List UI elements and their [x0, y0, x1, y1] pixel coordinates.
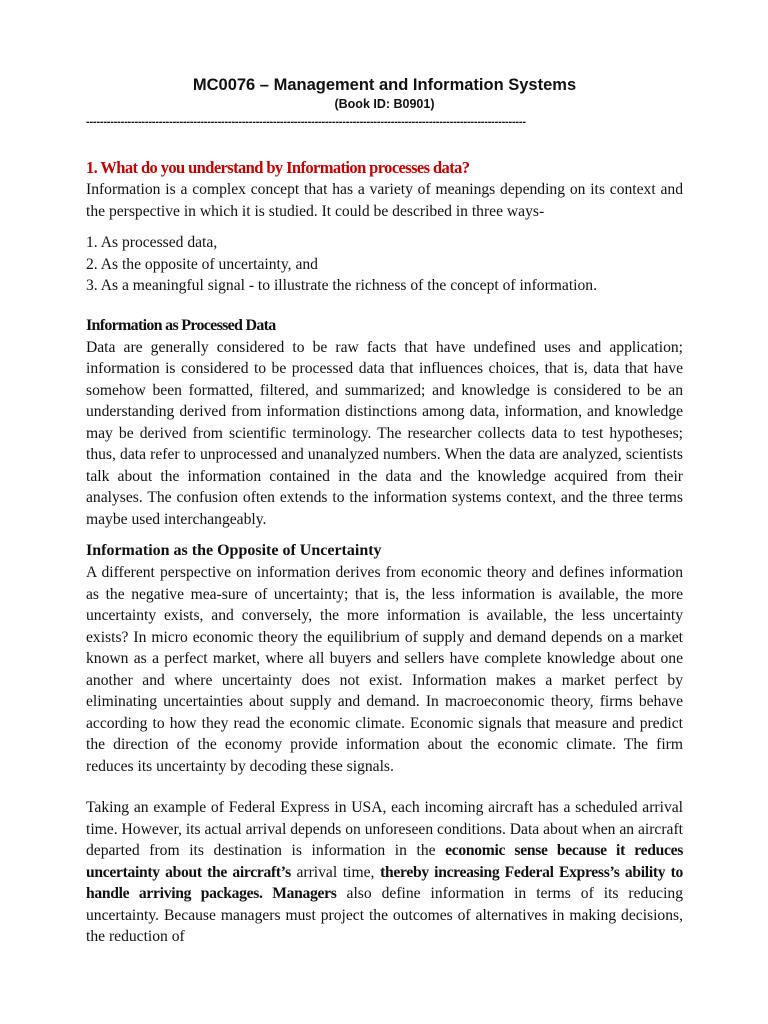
section-heading-uncertainty: Information as the Opposite of Uncertainty — [86, 542, 382, 559]
section-body-processed-data: Data are generally considered to be raw facts that have undefined uses and application; information is considered to be processed data that influences choices, that is, data that have somehow been formatted, filtered, and summarized; and knowledge is considered to be an understanding derived from information distinctions among data, information, and knowledge may be derived from scientific terminology. The researcher collects data to test hypotheses; thus, data refer to unprocessed and unanalyzed numbers. When the data are analyzed, scientists talk about the information contained in the data and the knowledge acquired from their analyses. The confusion often extends to the information systems context, and the three terms maybe used interchangeably. — [86, 338, 683, 528]
paragraph-text: also define information in terms of its reducing uncertainty. Because managers must project the outcomes of alternatives in making decisions, the reduction of — [86, 885, 683, 945]
paragraph-text: arrival time, — [290, 863, 381, 881]
list-item: 1. As processed data, — [86, 234, 218, 251]
paragraph-text: Taking an example of Federal Express in USA, each incoming aircraft has a scheduled arrival time. However, its actual arrival depends on unforeseen conditions. Data about when an aircraft departed from its destination is information in the — [86, 799, 683, 859]
document-page — [86, 74, 683, 948]
list-item: 2. As the opposite of uncertainty, and — [86, 255, 318, 273]
list-item: 3. As a meaningful signal - to illustrate the richness of the concept of information. — [86, 277, 597, 294]
federal-express-paragraph — [86, 797, 683, 948]
bold-text: thereby increasing Federal Express’s ability to handle arriving packages. Managers — [86, 863, 683, 902]
document-title: MC0076 – Management and Information Systems — [192, 76, 577, 94]
ways-list — [86, 232, 683, 297]
section-body-uncertainty: A different perspective on information derives from economic theory and defines information as the negative mea-sure of uncertainty; that is, the less information is available, the more uncertainty exists, and conversely, the more information is available, the less uncertainty exists? In micro economic theory the equilibrium of supply and demand depends on a market known as a perfect market, where all buyers and sellers have complete knowledge about one another and where uncertainty does not exist. Information makes a market perfect by eliminating uncertainties about supply and demand. In macroeconomic theory, firms behave according to how they read the economic climate. Economic signals that measure and predict the direction of the economy provide information about the economic climate. The firm reduces its uncertainty by decoding these signals. — [86, 564, 683, 775]
divider-rule: ------------------------------------------------------------------------------------------------------------------------------- — [86, 116, 526, 128]
intro-paragraph: Information is a complex concept that has a variety of meanings depending on its context and the perspective in which it is studied. It could be described in three ways- — [86, 181, 683, 220]
book-id: (Book ID: B0901) — [334, 97, 435, 111]
section-heading-processed-data: Information as Processed Data — [86, 316, 276, 334]
bold-text: economic sense because it reduces uncertainty about the aircraft’s — [86, 842, 683, 881]
question-heading: 1. What do you understand by Information processes data? — [86, 158, 470, 177]
